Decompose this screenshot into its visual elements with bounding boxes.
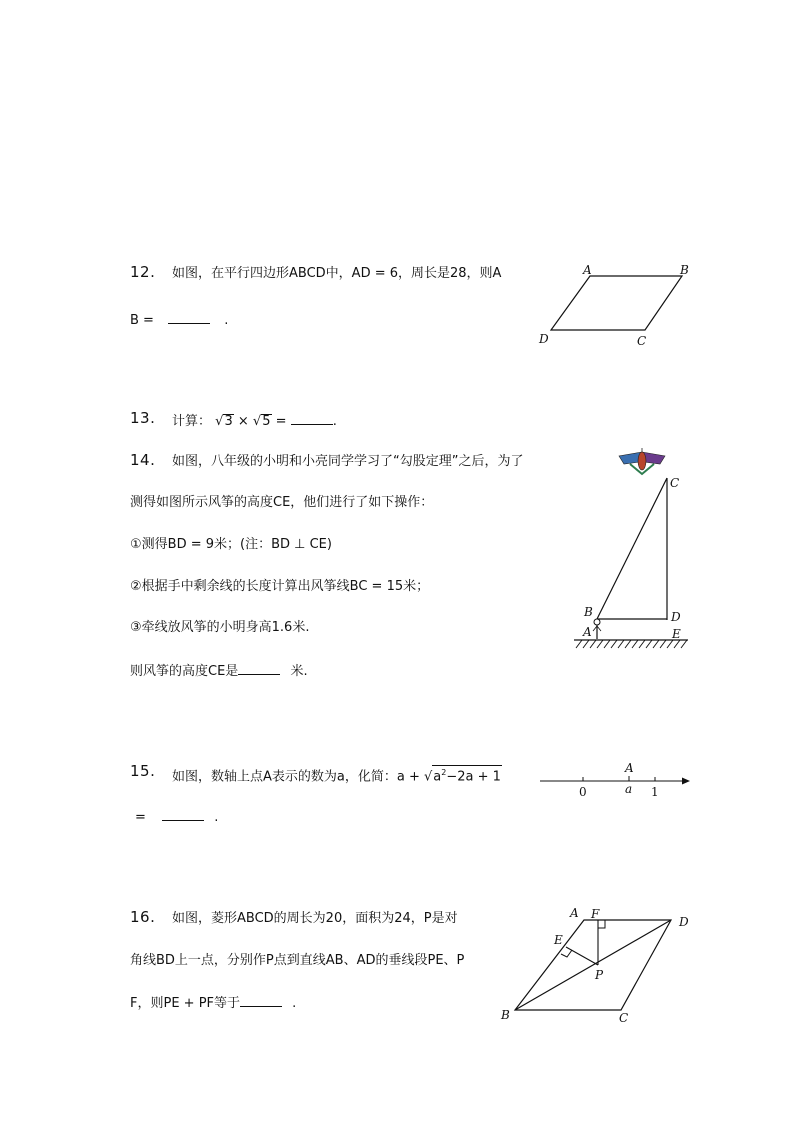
q12-parallelogram-figure	[530, 258, 700, 353]
q14-line4: ②根据手中剩余线的长度计算出风筝线BC = 15米；	[130, 579, 430, 594]
label-C: C	[637, 334, 647, 348]
q12-answer-blank	[168, 311, 210, 324]
q14-line5: ③牵线放风筝的小明身高1.6米.	[130, 620, 310, 635]
label-C: C	[619, 1011, 629, 1025]
axis-arrow-icon	[682, 778, 690, 785]
label-B: B	[501, 1008, 510, 1022]
q15-number: 15.	[130, 762, 156, 780]
q14-line6-prefix: 则风筝的高度CE是	[130, 664, 239, 679]
q12-suffix: .	[224, 313, 229, 328]
sqrt-symbol: √	[215, 414, 224, 429]
q13-number: 13.	[130, 409, 156, 427]
q14-line2: 测得如图所示风筝的高度CE，他们进行了如下操作：	[130, 495, 434, 510]
label-B: B	[680, 263, 689, 277]
q16-line3	[130, 994, 296, 1012]
parallelogram-shape	[551, 276, 682, 330]
q16-line3-prefix: F，则PE + PF等于	[130, 996, 241, 1011]
label-E: E	[554, 933, 563, 947]
right-angle-F	[598, 920, 605, 928]
q12-answer-line	[130, 311, 228, 329]
q14-line3: ①测得BD = 9米；(注：BD ⊥ CE)	[130, 537, 332, 552]
q15-number-line	[538, 758, 698, 803]
sqrt-symbol: √	[252, 414, 262, 429]
q12-number: 12.	[130, 263, 156, 281]
q14-line6	[130, 662, 308, 680]
q14-kite-figure	[570, 448, 695, 653]
q15-answer-blank	[162, 808, 204, 821]
line-BC	[597, 478, 667, 619]
ground-hatch	[576, 640, 687, 648]
label-F: F	[591, 907, 600, 921]
q13-expression	[172, 412, 337, 430]
q16-line2: 角线BD上一点，分别作P点到直线AB、AD的垂线段PE、P	[130, 953, 465, 968]
label-D: D	[539, 332, 549, 346]
label-A: A	[570, 906, 579, 920]
label-D: D	[671, 610, 681, 624]
diagonal-BD	[515, 920, 671, 1010]
q13-radicand-1: 3	[224, 414, 233, 429]
q13-times: ×	[237, 414, 249, 429]
q13-suffix: .	[332, 414, 337, 429]
q13-eq: =	[275, 414, 287, 429]
segment-PE	[566, 947, 598, 965]
person-icon	[594, 619, 600, 625]
q12-prefix: B =	[130, 313, 154, 328]
q15-text: 如图，数轴上点A表示的数为a，化简：a +	[172, 769, 420, 785]
label-E: E	[672, 627, 681, 641]
q15-radicand: $a^2-2a + 1$	[432, 765, 502, 783]
q15-eq: =	[135, 810, 146, 825]
q15-answer-line	[135, 808, 218, 826]
q13-prefix: 计算：	[172, 414, 212, 429]
axis-tick-0: 0	[579, 785, 587, 799]
q16-rhombus-figure	[495, 902, 700, 1027]
axis-tick-1: 1	[651, 785, 659, 799]
q13-answer-blank	[291, 412, 333, 425]
axis-label-a: a	[625, 782, 633, 796]
kite-icon	[619, 448, 665, 474]
label-B: B	[584, 605, 593, 619]
q15-suffix: .	[214, 810, 219, 825]
label-C: C	[670, 476, 680, 490]
q16-number: 16.	[130, 908, 156, 926]
q16-answer-blank	[240, 994, 282, 1007]
q14-line6-suffix: 米.	[290, 664, 308, 679]
label-A: A	[583, 625, 592, 639]
q16-line1: 如图，菱形ABCD的周长为20，面积为24，P是对	[172, 911, 458, 926]
q16-suffix: .	[292, 996, 297, 1011]
q12-text: 如图，在平行四边形ABCD中，AD = 6，周长是28，则A	[172, 266, 502, 281]
sqrt-symbol: √	[424, 769, 433, 785]
q13-radicand-2: 5	[262, 414, 271, 429]
q14-number: 14.	[130, 451, 156, 469]
right-angle-E	[561, 950, 572, 957]
q14-answer-blank	[238, 662, 280, 675]
label-D: D	[679, 915, 689, 929]
label-P: P	[595, 968, 604, 982]
q15-expression	[172, 765, 502, 785]
axis-label-A: A	[625, 761, 634, 775]
q14-line1: 如图，八年级的小明和小亮同学学习了“勾股定理”之后，为了	[172, 454, 524, 469]
label-A: A	[583, 263, 592, 277]
